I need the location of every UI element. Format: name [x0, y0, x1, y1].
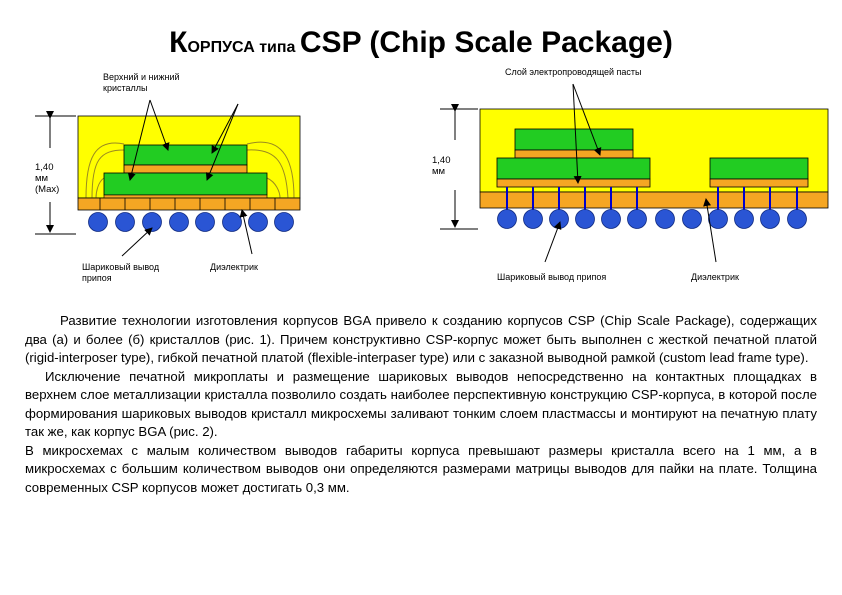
- title-smallcaps: ОРПУСА: [187, 39, 255, 56]
- right-solder-ball: [683, 210, 702, 229]
- left-solder-ball: [170, 213, 189, 232]
- left-top-chip: [124, 145, 247, 165]
- left-arrow-solder-ball: [122, 228, 152, 256]
- right-package-figure: [440, 84, 828, 262]
- right-height-label: 1,40 мм: [432, 155, 451, 177]
- paragraph-2: Исключение печатной микроплаты и размещение шариковых выводов непосредственно на контактных площадках в верхнем слое металлизации кристалла позволило создать наиболее перспективную конструкцию CSP-корпуса, в которой после формирования шариковых выводов кристалл микросхемы заливают тонким слоем пластмассы и монтируют на печатную плату так же, как корпус BGA (рис. 2).: [25, 368, 817, 439]
- right-single-chip: [710, 158, 808, 179]
- right-solder-ball: [498, 210, 517, 229]
- left-ball-label: Шариковый вывод припоя: [82, 262, 160, 283]
- right-top-chip-paste: [515, 150, 633, 158]
- right-top-chip: [515, 129, 633, 150]
- left-solder-ball: [223, 213, 242, 232]
- title-letter: К: [169, 26, 188, 59]
- left-chips-label: Верхний и нижний кристаллы: [103, 72, 180, 93]
- right-solder-ball: [628, 210, 647, 229]
- right-solder-ball: [788, 210, 807, 229]
- right-bottom-chip-paste: [497, 179, 650, 187]
- left-solder-ball: [116, 213, 135, 232]
- left-top-chip-attach: [124, 165, 247, 173]
- body-text: [25, 312, 817, 497]
- paragraph-1: Развитие технологии изготовления корпусов BGA привело к созданию корпусов CSP (Chip Scale Package), содержащих два (а) и более (б) кристаллов (рис. 1). Причем конструктивно CSP-корпус может быть выполнен с жесткой печатной платой (rigid-interposer type), гибкой печатной платой (flexible-interpaser type) или с заказной выводной рамкой (custom lead frame type).: [25, 313, 817, 365]
- right-ball-label: Шариковый вывод припоя: [497, 272, 607, 282]
- left-bottom-chip: [104, 173, 267, 195]
- right-solder-ball: [709, 210, 728, 229]
- right-solder-ball: [602, 210, 621, 229]
- left-dielectric-label: Диэлектрик: [210, 262, 258, 272]
- left-substrate: [78, 198, 300, 210]
- right-single-chip-paste: [710, 179, 808, 187]
- left-solder-ball: [196, 213, 215, 232]
- left-solder-ball: [89, 213, 108, 232]
- right-solder-ball: [656, 210, 675, 229]
- title-word-type: типа: [254, 39, 300, 56]
- title-csp: CSP (Chip Scale Package): [299, 26, 673, 59]
- right-arrow-dielectric: [706, 199, 716, 262]
- left-package-figure: [35, 100, 300, 256]
- left-solder-ball: [249, 213, 268, 232]
- right-dielectric-label: Диэлектрик: [691, 272, 739, 282]
- paragraph-3: В микросхемах с малым количеством выводов габариты корпуса превышают размеры кристалла всего на 1 мм, а в микросхемах с большим количеством выводов они определяются размерами матрицы выводов для пайки на плате. Толщина современных CSP корпусов может достигать 0,3 мм.: [25, 442, 817, 495]
- right-solder-ball: [735, 210, 754, 229]
- right-bottom-chip: [497, 158, 650, 179]
- left-height-label: 1,40 мм (Max): [35, 162, 60, 195]
- right-arrow-solder-ball: [545, 222, 560, 262]
- right-paste-label: Слой электропроводящей пасты: [505, 67, 642, 77]
- left-solder-ball: [275, 213, 294, 232]
- right-solder-ball: [761, 210, 780, 229]
- right-solder-ball: [576, 210, 595, 229]
- right-solder-ball: [524, 210, 543, 229]
